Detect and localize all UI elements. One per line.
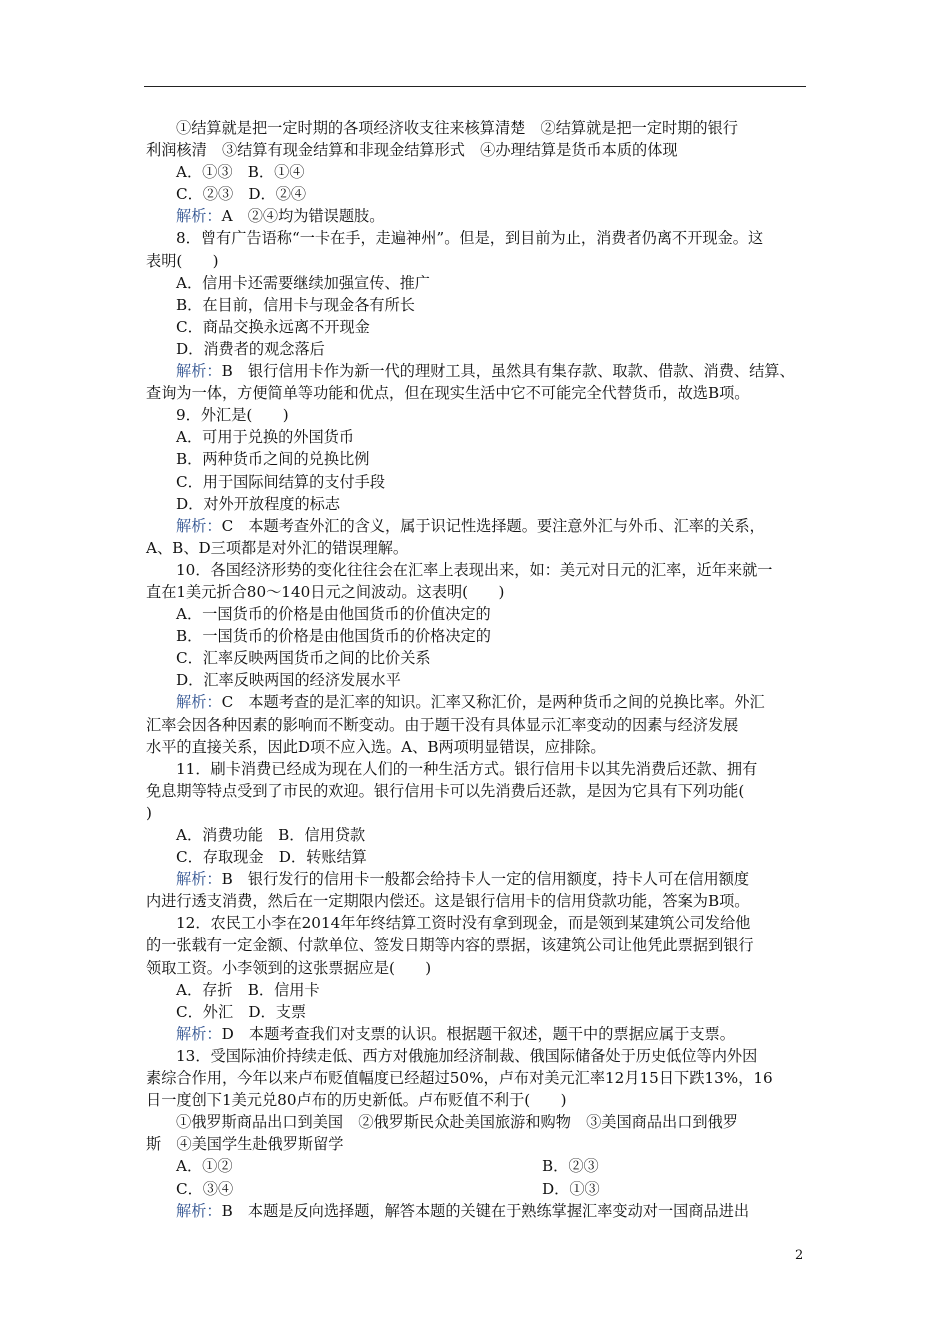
line-text: D．汇率反映两国的经济发展水平 (176, 671, 401, 690)
text-line (146, 117, 810, 139)
line-text: B 银行信用卡作为新一代的理财工具，虽然具有集存款、取款、借款、消费、结算、 (221, 362, 795, 381)
line-text: B．两种货币之间的兑换比例 (176, 450, 370, 469)
text-line (146, 139, 810, 161)
line-text: 9．外汇是( ) (176, 406, 289, 425)
line-text: A、B、D三项都是对外汇的错误理解。 (146, 538, 409, 557)
text-line (146, 957, 810, 979)
text-line (146, 581, 810, 603)
analysis-line (146, 205, 810, 227)
line-text: 11．刷卡消费已经成为现在人们的一种生活方式。银行信用卡以其先消费后还款、拥有 (176, 759, 758, 778)
text-line (146, 382, 810, 404)
text-line (146, 250, 810, 272)
line-text: 汇率会因各种因素的影响而不断变动。由于题干没有具体显示汇率变动的因素与经济发展 (146, 715, 739, 734)
line-text: B 银行发行的信用卡一般都会给持卡人一定的信用额度，持卡人可在信用额度 (221, 870, 750, 889)
text-line (146, 338, 810, 360)
line-text: ①结算就是把一定时期的各项经济收支往来核算清楚 ②结算就是把一定时期的银行 (176, 119, 738, 137)
text-line (146, 426, 810, 448)
text-line (146, 493, 810, 515)
text-line (146, 537, 810, 559)
text-line (146, 316, 810, 338)
text-line (146, 1045, 810, 1067)
analysis-line (146, 868, 810, 890)
analysis-line (146, 515, 810, 537)
line-text: C．用于国际间结算的支付手段 (176, 472, 386, 491)
analysis-label: 解析： (176, 1024, 222, 1043)
text-line (146, 625, 810, 647)
text-line (146, 1001, 810, 1023)
line-text: A．①③ B．①④ (176, 163, 305, 182)
text-line (146, 1089, 810, 1111)
line-text: ) (146, 803, 152, 822)
line-text: ①俄罗斯商品出口到美国 ②俄罗斯民众赴美国旅游和购物 ③美国商品出口到俄罗 (176, 1113, 738, 1132)
text-line (146, 647, 810, 669)
line-text: C．商品交换永远离不开现金 (176, 317, 370, 336)
text-line (146, 294, 810, 316)
text-line (146, 603, 810, 625)
line-text: 素综合作用，今年以来卢布贬值幅度已经超过50%，卢布对美元汇率12月15日下跌13%，16 (146, 1069, 773, 1088)
text-line (146, 780, 810, 802)
text-line (146, 912, 810, 934)
line-text: 的一张载有一定金额、付款单位、签发日期等内容的票据，该建筑公司让他凭此票据到银行 (146, 936, 754, 955)
line-text: B．一国货币的价格是由他国货币的价格决定的 (176, 627, 491, 646)
page-number: 2 (795, 1248, 804, 1263)
analysis-line (146, 1200, 810, 1222)
text-line (146, 1111, 810, 1133)
line-text: 表明( ) (146, 251, 219, 270)
line-text: 领取工资。小李领到的这张票据应是( ) (146, 958, 432, 977)
line-text: 13．受国际油价持续走低、西方对俄施加经济制裁、俄国际储备处于历史低位等内外因 (176, 1046, 758, 1065)
line-text: C．②③ D．②④ (176, 185, 307, 204)
analysis-line (146, 1023, 810, 1045)
text-line (146, 559, 810, 581)
analysis-label: 解析： (176, 362, 222, 381)
text-line (146, 1067, 810, 1089)
option-right: B．②③ (542, 1157, 599, 1176)
line-text: 12．农民工小李在2014年年终结算工资时没有拿到现金，而是领到某建筑公司发给他 (176, 914, 751, 933)
line-text: B 本题是反向选择题，解答本题的关键在于熟练掌握汇率变动对一国商品进出 (221, 1201, 750, 1220)
text-line (146, 1133, 810, 1155)
line-text: 日一度创下1美元兑80卢布的历史新低。卢布贬值不利于( ) (146, 1091, 567, 1110)
line-text: D 本题考查我们对支票的认识。根据题干叙述，题干中的票据应属于支票。 (221, 1024, 735, 1043)
text-line (146, 824, 810, 846)
line-text: C 本题考查外汇的含义，属于识记性选择题。要注意外汇与外币、汇率的关系， (221, 516, 765, 535)
analysis-label: 解析： (176, 870, 222, 889)
text-line (146, 272, 810, 294)
text-line (146, 846, 810, 868)
text-line (146, 758, 810, 780)
text-line (146, 448, 810, 470)
analysis-label: 解析： (176, 693, 222, 712)
text-line (146, 404, 810, 426)
line-text: D．消费者的观念落后 (176, 339, 325, 358)
line-text: 利润核清 ③结算有现金结算和非现金结算形式 ④办理结算是货币本质的体现 (146, 141, 678, 160)
option-row (146, 1178, 810, 1200)
line-text: 查询为一体，方便简单等功能和优点，但在现实生活中它不可能完全代替货币，故选B项。 (146, 384, 750, 403)
line-text: A．可用于兑换的外国货币 (176, 428, 355, 447)
line-text: 10．各国经济形势的变化往往会在汇率上表现出来，如：美元对日元的汇率，近年来就一 (176, 560, 773, 579)
text-line (146, 802, 810, 824)
line-text: D．对外开放程度的标志 (176, 494, 341, 513)
text-line (146, 979, 810, 1001)
analysis-line (146, 691, 810, 713)
option-right: D．①③ (542, 1179, 600, 1198)
line-text: 直在1美元折合80～140日元之间波动。这表明( ) (146, 582, 505, 601)
text-line (146, 669, 810, 691)
line-text: C．存取现金 D．转账结算 (176, 848, 367, 867)
analysis-label: 解析： (176, 516, 222, 535)
line-text: 斯 ④美国学生赴俄罗斯留学 (146, 1135, 344, 1154)
header-rule (144, 86, 806, 87)
text-line (146, 471, 810, 493)
text-line (146, 736, 810, 758)
text-line (146, 183, 810, 205)
option-left: A．①② (176, 1157, 233, 1176)
line-text: A ②④均为错误题肢。 (221, 207, 385, 226)
analysis-label: 解析： (176, 1201, 222, 1220)
text-line (146, 161, 810, 183)
line-text: 内进行透支消费，然后在一定期限内偿还。这是银行信用卡的信用贷款功能，答案为B项。 (146, 892, 750, 911)
line-text: A．消费功能 B．信用贷款 (176, 826, 366, 844)
document-body (146, 117, 810, 1222)
line-text: B．在目前，信用卡与现金各有所长 (176, 295, 415, 314)
text-line (146, 890, 810, 912)
line-text: 8．曾有广告语称“一卡在手，走遍神州”。但是，到目前为止，消费者仍离不开现金。这 (176, 229, 764, 248)
text-line (146, 934, 810, 956)
line-text: A．一国货币的价格是由他国货币的价值决定的 (176, 605, 491, 624)
text-line (146, 714, 810, 736)
option-row (146, 1155, 810, 1177)
line-text: C．外汇 D．支票 (176, 1002, 307, 1021)
analysis-label: 解析： (176, 207, 222, 226)
analysis-line (146, 360, 810, 382)
text-line (146, 227, 810, 249)
line-text: A．存折 B．信用卡 (176, 980, 320, 999)
line-text: C 本题考查的是汇率的知识。汇率又称汇价，是两种货币之间的兑换比率。外汇 (221, 693, 765, 712)
line-text: A．信用卡还需要继续加强宣传、推广 (176, 273, 430, 292)
line-text: 水平的直接关系，因此D项不应入选。A、B两项明显错误，应排除。 (146, 737, 606, 756)
line-text: 免息期等特点受到了市民的欢迎。银行信用卡可以先消费后还款，是因为它具有下列功能( (146, 781, 745, 800)
line-text: C．汇率反映两国货币之间的比价关系 (176, 649, 431, 668)
option-left: C．③④ (176, 1179, 234, 1198)
